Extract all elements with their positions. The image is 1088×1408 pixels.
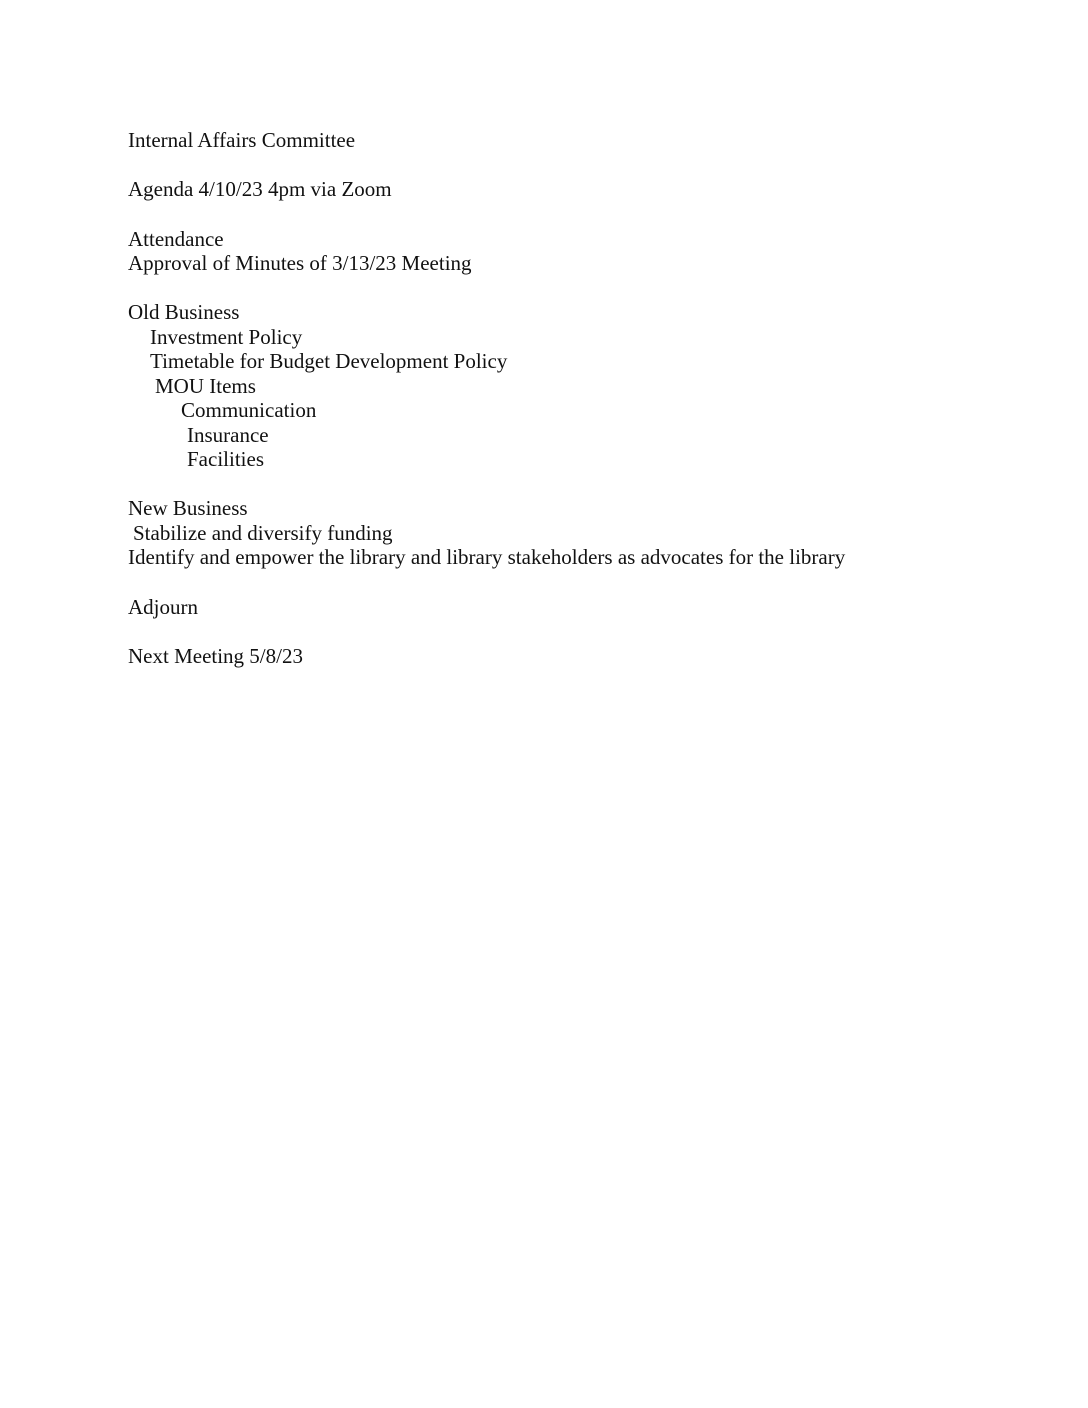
timetable-policy-item: Timetable for Budget Development Policy [150,349,508,373]
adjourn-item: Adjourn [128,595,198,619]
identify-empower-item: Identify and empower the library and library stakeholders as advocates for the library [128,545,846,569]
approval-minutes-item: Approval of Minutes of 3/13/23 Meeting [128,251,472,275]
investment-policy-item: Investment Policy [150,325,303,349]
facilities-item: Facilities [187,447,264,471]
agenda-line: Agenda 4/10/23 4pm via Zoom [128,177,392,201]
communication-item: Communication [181,398,317,422]
insurance-item: Insurance [187,423,269,447]
next-meeting-item: Next Meeting 5/8/23 [128,644,303,668]
stabilize-funding-item: Stabilize and diversify funding [133,521,393,545]
committee-title: Internal Affairs Committee [128,128,356,152]
new-business-heading: New Business [128,496,248,520]
attendance-item: Attendance [128,227,224,251]
old-business-heading: Old Business [128,300,240,324]
mou-items-label: MOU Items [155,374,256,398]
